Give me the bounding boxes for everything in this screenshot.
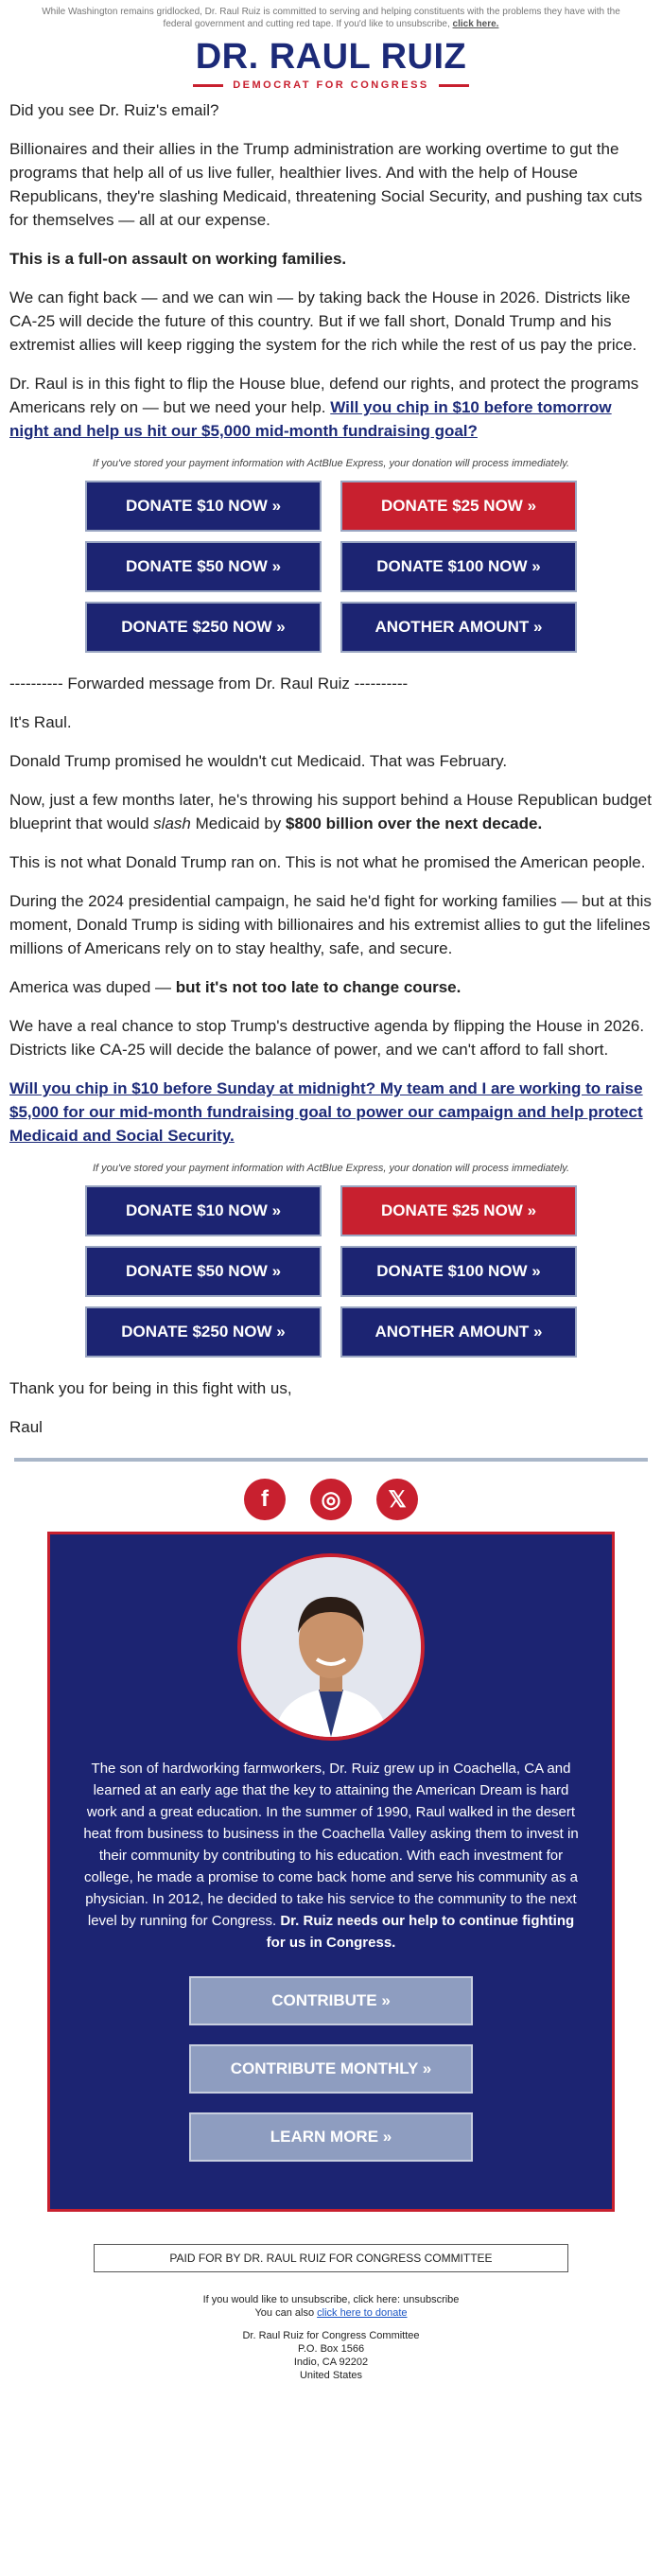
forwarded-paragraph-6-strong: but it's not too late to change course. <box>175 978 462 996</box>
donate-100-button[interactable]: DONATE $100 NOW » <box>340 541 577 592</box>
footer-spacer <box>0 2320 662 2329</box>
donate-line-prefix: You can also <box>254 2307 315 2319</box>
signature: Raul <box>9 1418 43 1436</box>
forwarded-header: ---------- Forwarded message from Dr. Raul Ruiz ---------- <box>9 675 409 692</box>
intro-paragraph-4: We can fight back — and we can win — by taking back the House in 2026. Districts like CA-25 will decide the future of this country. But if we fall short, Donald Trump and his extremist allies will keep rigging the system for the rich while the rest of us pay the price. <box>9 289 637 354</box>
social-links <box>0 1479 662 1520</box>
intro-paragraph-5-text: Dr. Raul is in this fight to flip the House blue, defend our rights, and protect the programs Americans rely on — but we need your help. <box>9 375 639 416</box>
forwarded-paragraph-3a: Now, just a few months later, he's throwing his support behind a House Republican budget blueprint that would <box>9 791 652 832</box>
learn-more-button[interactable]: LEARN MORE » <box>189 2112 473 2162</box>
donate-100-button[interactable]: DONATE $100 NOW » <box>340 1246 577 1297</box>
logo-tagline-row <box>0 79 662 91</box>
logo-divider-left <box>193 84 223 87</box>
forwarded-paragraph-6 <box>9 975 653 999</box>
intro-paragraph-2: Billionaires and their allies in the Trump administration are working overtime to gut the programs that help all of us live fuller, healthier lives. And with the help of House Republicans, they're slashing Medicaid, threatening Social Security, and pushing tax cuts for themselves — all at our expense. <box>9 140 643 229</box>
address-line-1: Dr. Raul Ruiz for Congress Committee <box>242 2330 420 2341</box>
donate-button-grid-1 <box>9 481 653 653</box>
email-header <box>0 0 662 98</box>
avatar-illustration <box>241 1557 421 1737</box>
forwarded-paragraph-8 <box>9 1077 653 1148</box>
actblue-note-1: If you've stored your payment information with ActBlue Express, your donation will process immediately. <box>92 458 570 469</box>
header-notice <box>0 0 662 30</box>
donate-10-button[interactable]: DONATE $10 NOW » <box>85 481 322 532</box>
logo-tagline: DEMOCRAT FOR CONGRESS <box>233 79 429 91</box>
chip-in-link-2[interactable]: Will you chip in $10 before Sunday at midnight? My team and I are working to raise $5,000 for our mid-month fundraising goal to power our campaign and help protect Medicaid and Social Security. <box>9 1079 643 1145</box>
avatar <box>237 1553 425 1741</box>
donate-50-button[interactable]: DONATE $50 NOW » <box>85 1246 322 1297</box>
instagram-icon[interactable]: ◎ <box>310 1479 352 1520</box>
bio-text-strong: Dr. Ruiz needs our help to continue fighting for us in Congress. <box>266 1913 575 1951</box>
paid-for-disclaimer: PAID FOR BY DR. RAUL RUIZ FOR CONGRESS COMMITTEE <box>94 2244 568 2272</box>
bio-text <box>78 1758 584 1954</box>
forwarded-paragraph-4: This is not what Donald Trump ran on. This is not what he promised the American people. <box>9 853 646 871</box>
forwarded-paragraph-3-strong: $800 billion over the next decade. <box>286 815 543 832</box>
section-divider <box>14 1458 648 1462</box>
donate-50-button[interactable]: DONATE $50 NOW » <box>85 541 322 592</box>
forwarded-paragraph-3 <box>9 788 653 835</box>
forwarded-paragraph-3-em: slash <box>153 815 191 832</box>
forwarded-paragraph-2: Donald Trump promised he wouldn't cut Medicaid. That was February. <box>9 752 508 770</box>
intro-emphasis: This is a full-on assault on working families. <box>9 250 347 268</box>
donate-250-button[interactable]: DONATE $250 NOW » <box>85 602 322 653</box>
x-icon[interactable]: 𝕏 <box>376 1479 418 1520</box>
bio-text-body: The son of hardworking farmworkers, Dr. Ruiz grew up in Coachella, CA and learned at an early age that the key to attaining the American Dream is hard work and a great education. In the summer of 1990, Raul walked in the desert heat from business to business in the Coachella Valley asking them to invest in their community by contributing to his education. With each investment for college, he made a promise to come back home and serve his community as a physician. In 2012, he decided to take his service to the community to the next level by running for Congress. <box>83 1761 579 1929</box>
donate-10-button[interactable]: DONATE $10 NOW » <box>85 1185 322 1236</box>
contribute-button[interactable]: CONTRIBUTE » <box>189 1976 473 2025</box>
chip-in-link-1[interactable]: Will you chip in $10 before tomorrow night and help us hit our $5,000 mid-month fundraising goal? <box>9 398 612 440</box>
address-line-2: P.O. Box 1566 <box>297 2343 365 2355</box>
logo-name: DR. RAUL RUIZ <box>195 37 467 77</box>
actblue-note-2: If you've stored your payment information with ActBlue Express, your donation will process immediately. <box>92 1163 570 1174</box>
forwarded-paragraph-3b: Medicaid by <box>195 815 282 832</box>
forwarded-paragraph-1: It's Raul. <box>9 713 72 731</box>
donate-link[interactable]: click here to donate <box>317 2307 408 2319</box>
signoff: Thank you for being in this fight with us, <box>9 1379 292 1397</box>
logo-divider-right <box>439 84 469 87</box>
facebook-icon[interactable]: f <box>244 1479 286 1520</box>
email-body <box>0 98 662 1439</box>
donate-other-amount-button[interactable]: ANOTHER AMOUNT » <box>340 1306 577 1358</box>
footer <box>0 2293 662 2390</box>
donate-25-button[interactable]: DONATE $25 NOW » <box>340 1185 577 1236</box>
donate-line <box>0 2306 662 2320</box>
forwarded-paragraph-7: We have a real chance to stop Trump's destructive agenda by flipping the House in 2026. Districts like CA-25 will decide the balance of power, and we can't afford to fall short. <box>9 1017 645 1059</box>
donate-button-grid-2 <box>9 1185 653 1358</box>
intro-paragraph-5 <box>9 372 653 443</box>
forwarded-paragraph-6a: America was duped — <box>9 978 172 996</box>
donate-250-button[interactable]: DONATE $250 NOW » <box>85 1306 322 1358</box>
address-line-4: United States <box>299 2370 363 2381</box>
contribute-monthly-button[interactable]: CONTRIBUTE MONTHLY » <box>189 2044 473 2094</box>
address-line-3: Indio, CA 92202 <box>293 2357 369 2368</box>
forwarded-paragraph-5: During the 2024 presidential campaign, he said he'd fight for working families — but at this moment, Donald Trump is siding with billionaires and his extremist allies to gut the lifelines millions of Americans rely on to stay healthy, safe, and secure. <box>9 892 652 957</box>
donate-25-button[interactable]: DONATE $25 NOW » <box>340 481 577 532</box>
unsubscribe-top-link[interactable]: click here. <box>452 19 499 29</box>
donate-other-amount-button[interactable]: ANOTHER AMOUNT » <box>340 602 577 653</box>
intro-paragraph-3 <box>9 247 653 271</box>
campaign-logo <box>0 30 662 98</box>
bio-panel <box>47 1532 615 2212</box>
unsubscribe-line[interactable]: If you would like to unsubscribe, click here: unsubscribe <box>202 2294 460 2305</box>
header-notice-text: While Washington remains gridlocked, Dr. Raul Ruiz is committed to serving and helping constituents with the problems they have with the federal government and cutting red tape. If you'd like to unsubscribe, <box>42 7 620 29</box>
intro-paragraph-1: Did you see Dr. Ruiz's email? <box>9 101 219 119</box>
